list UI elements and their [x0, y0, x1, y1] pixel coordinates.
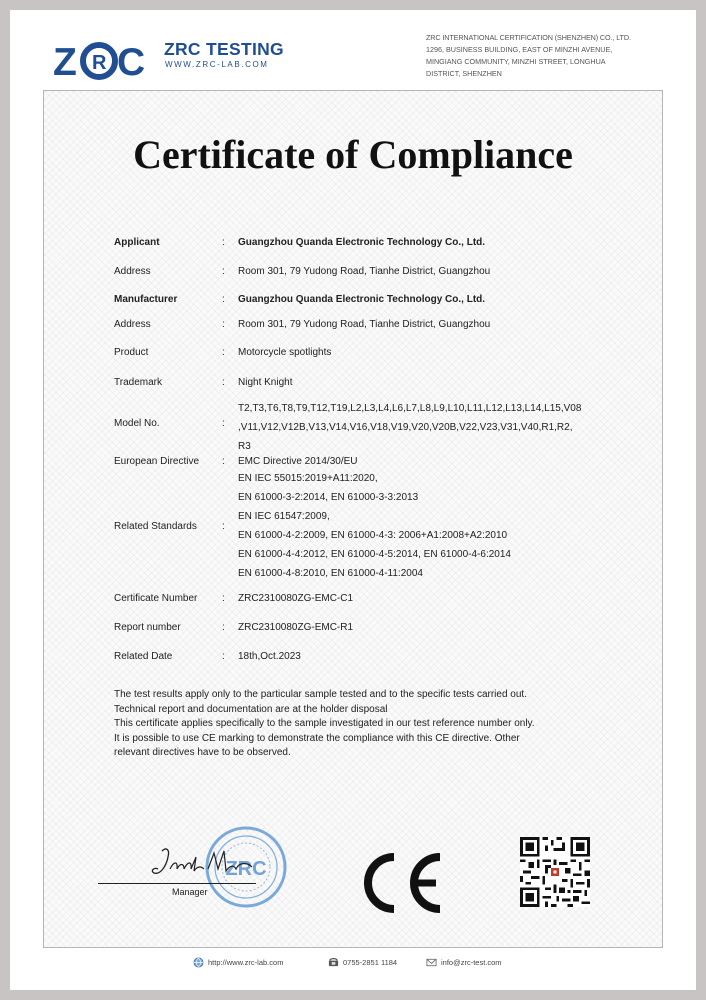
field-label: Applicant — [114, 237, 160, 248]
standard-line: EN 61000-4-4:2012, EN 61000-4-5:2014, EN 61000-4-6:2014 — [238, 549, 511, 560]
globe-icon — [193, 957, 204, 968]
notice-line: Technical report and documentation are at the holder disposal — [114, 703, 388, 715]
field-label: Certificate Number — [114, 593, 198, 604]
zrc-logo — [52, 36, 292, 84]
field-value: Night Knight — [238, 377, 293, 388]
certificate-frame — [43, 90, 663, 948]
field-label: Trademark — [114, 377, 162, 388]
footer-website[interactable] — [193, 957, 283, 968]
field-value: ZRC2310080ZG-EMC-R1 — [238, 622, 354, 633]
footer-email-text: info@zrc-test.com — [441, 958, 502, 967]
brand-name: ZRC TESTING — [164, 39, 284, 59]
standard-line: EN 61000-4-2:2009, EN 61000-4-3: 2006+A1:2008+A2:2010 — [238, 530, 508, 541]
field-value: EMC Directive 2014/30/EU — [238, 456, 358, 467]
brand-website: WWW.ZRC-LAB.COM — [165, 60, 269, 69]
footer-phone[interactable] — [328, 957, 397, 968]
field-colon: : — [222, 347, 225, 358]
field-label: Address — [114, 266, 151, 277]
company-address-line: ZRC INTERNATIONAL CERTIFICATION (SHENZHEN) CO., LTD. — [426, 33, 631, 42]
phone-icon — [328, 957, 339, 968]
field-label: Report number — [114, 622, 181, 633]
company-address-line: DISTRICT, SHENZHEN — [426, 69, 502, 78]
field-colon: : — [222, 377, 225, 388]
model-line: T2,T3,T6,T8,T9,T12,T19,L2,L3,L4,L6,L7,L8,L9,L10,L11,L12,L13,L14,L15,V08 — [238, 403, 582, 414]
field-value: 18th,Oct.2023 — [238, 651, 301, 662]
compliance-notice — [114, 688, 584, 761]
svg-text:R: R — [92, 52, 107, 74]
field-value — [238, 469, 618, 583]
standard-line: EN 61000-4-8:2010, EN 61000-4-11:2004 — [238, 568, 423, 579]
company-address — [426, 32, 651, 80]
field-colon: : — [222, 521, 225, 532]
field-colon: : — [222, 266, 225, 277]
manager-signature — [144, 839, 267, 889]
qr-code — [520, 837, 590, 907]
field-label: Related Date — [114, 651, 173, 662]
field-colon: : — [222, 456, 225, 467]
zrc-logo-mark — [52, 36, 162, 84]
field-colon: : — [222, 651, 225, 662]
field-value: Guangzhou Quanda Electronic Technology Co., Ltd. — [238, 294, 486, 305]
signature-line — [98, 883, 256, 884]
field-value — [238, 399, 618, 456]
standard-line: EN IEC 61547:2009, — [238, 511, 330, 522]
field-value: Room 301, 79 Yudong Road, Tianhe District, Guangzhou — [238, 266, 491, 277]
notice-line: The test results apply only to the particular sample tested and to the specific tests carried out. — [114, 689, 527, 700]
field-label: European Directive — [114, 456, 200, 467]
email-icon — [426, 957, 437, 968]
company-address-line: MINGIANG COMMUNITY, MINZHI STREET, LONGHUA — [426, 57, 606, 66]
footer-email[interactable] — [426, 957, 502, 968]
stamp-text: ZRC — [225, 858, 267, 880]
certificate-title: Certificate of Compliance — [133, 132, 573, 177]
model-line: ,V11,V12,V12B,V13,V14,V16,V18,V19,V20,V20B,V22,V23,V31,V40,R1,R2, — [238, 422, 573, 433]
field-value: ZRC2310080ZG-EMC-C1 — [238, 593, 354, 604]
field-colon: : — [222, 294, 225, 305]
field-colon: : — [222, 622, 225, 633]
signature-role: Manager — [172, 887, 208, 897]
field-label: Product — [114, 347, 149, 358]
footer-phone-text: 0755-2851 1184 — [343, 958, 398, 967]
svg-text:C: C — [117, 41, 146, 84]
field-colon: : — [222, 237, 225, 248]
notice-line: This certificate applies specifically to the sample investigated in our test reference number only. — [114, 718, 535, 729]
standard-line: EN IEC 55015:2019+A11:2020, — [238, 473, 378, 484]
field-label: Related Standards — [114, 521, 197, 532]
standard-line: EN 61000-3-2:2014, EN 61000-3-3:2013 — [238, 492, 419, 503]
field-label: Model No. — [114, 418, 160, 429]
company-address-line: 1296, BUSINESS BUILDING, EAST OF MINZHI AVENUE, — [426, 45, 613, 54]
svg-text:Z: Z — [53, 41, 77, 84]
certificate-page — [10, 10, 696, 990]
field-label: Address — [114, 319, 151, 330]
field-colon: : — [222, 319, 225, 330]
field-label: Manufacturer — [114, 294, 178, 305]
ce-mark — [354, 851, 446, 915]
notice-line: It is possible to use CE marking to demonstrate the compliance with this CE directive. Other — [114, 732, 520, 744]
footer-website-text: http://www.zrc-lab.com — [208, 958, 284, 967]
field-value: Room 301, 79 Yudong Road, Tianhe District, Guangzhou — [238, 319, 491, 330]
model-line: R3 — [238, 441, 251, 452]
field-value: Guangzhou Quanda Electronic Technology Co., Ltd. — [238, 237, 486, 248]
field-value: Motorcycle spotlights — [238, 347, 332, 358]
notice-line: relevant directives have to be observed. — [114, 747, 291, 758]
field-colon: : — [222, 593, 225, 604]
field-colon: : — [222, 418, 225, 429]
